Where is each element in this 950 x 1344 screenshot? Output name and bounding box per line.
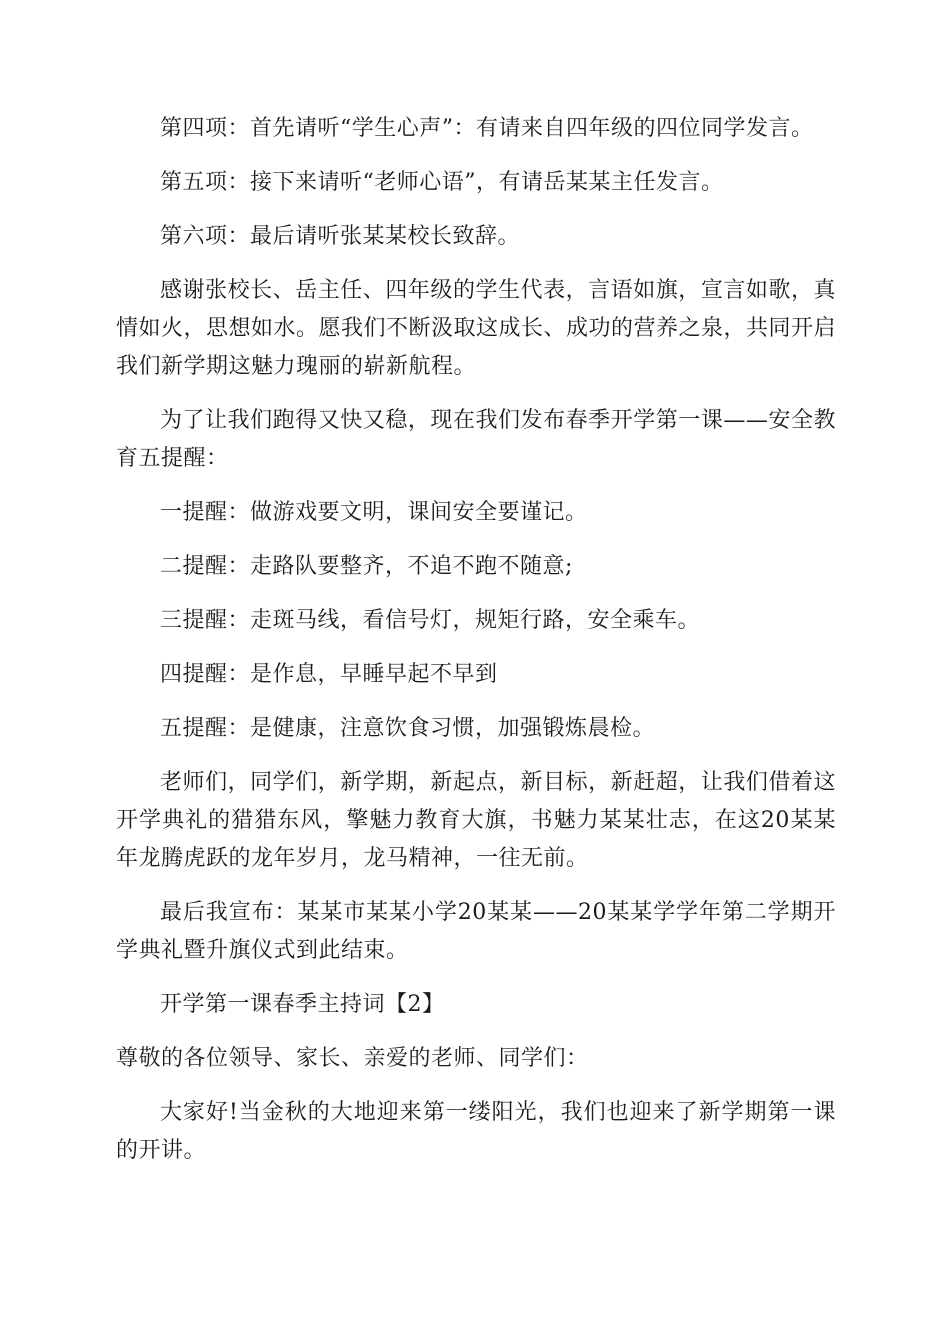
paragraph-safety-intro: 为了让我们跑得又快又稳，现在我们发布春季开学第一课——安全教育五提醒： (116, 408, 836, 471)
paragraph-item-4: 第四项：首先请听“学生心声”：有请来自四年级的四位同学发言。 (160, 116, 814, 141)
paragraph-greeting: 大家好!当金秋的大地迎来第一缕阳光，我们也迎来了新学期第一课的开讲。 (116, 1100, 836, 1163)
document-body (116, 110, 836, 1170)
paragraph-thanks: 感谢张校长、岳主任、四年级的学生代表，言语如旗，宣言如歌，真情如火，思想如水。愿我们不断汲取这成长、成功的营养之泉，共同开启我们新学期这魅力瑰丽的崭新航程。 (116, 278, 837, 379)
paragraph-reminder-4: 四提醒：是作息，早睡早起不早到 (160, 662, 498, 687)
paragraph-reminder-5: 五提醒：是健康，注意饮食习惯，加强锻炼晨检。 (160, 716, 656, 741)
paragraph-reminder-3: 三提醒：走斑马线，看信号灯，规矩行路，安全乘车。 (160, 608, 701, 633)
paragraph-item-5: 第五项：接下来请听“老师心语”，有请岳某某主任发言。 (160, 170, 724, 195)
paragraph-reminder-1: 一提醒：做游戏要文明，课间安全要谨记。 (160, 500, 588, 525)
paragraph-announcement: 最后我宣布：某某市某某小学20某某——20某某学学年第二学期开学典礼暨升旗仪式到此结束。 (116, 900, 836, 963)
section-heading: 开学第一课春季主持词【2】 (160, 992, 445, 1017)
paragraph-closing-speech: 老师们，同学们，新学期，新起点，新目标，新赶超，让我们借着这开学典礼的猎猎东风，擎魅力教育大旗，书魅力某某壮志，在这20某某年龙腾虎跃的龙年岁月，龙马精神，一往无前。 (116, 770, 836, 871)
paragraph-reminder-2: 二提醒：走路队要整齐，不追不跑不随意; (160, 554, 573, 579)
paragraph-salutation: 尊敬的各位领导、家长、亲爱的老师、同学们： (116, 1046, 589, 1071)
paragraph-item-6: 第六项：最后请听张某某校长致辞。 (160, 224, 521, 249)
